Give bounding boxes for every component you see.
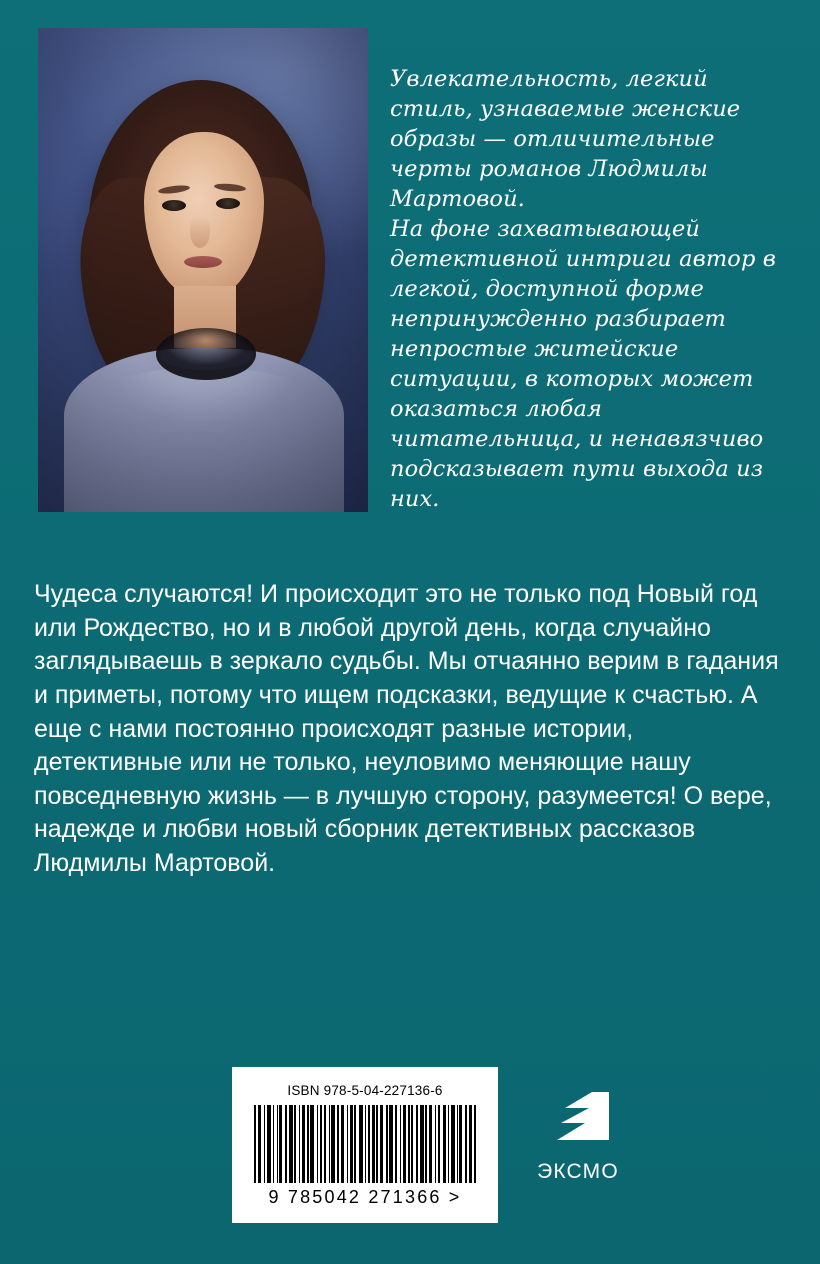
book-description	[34, 578, 786, 881]
portrait-vignette	[38, 28, 368, 512]
publisher-name: ЭКСМО	[537, 1160, 619, 1183]
isbn-label: ISBN 978-5-04-227136-6	[287, 1083, 443, 1098]
eksmo-bird-icon	[545, 1090, 611, 1152]
barcode-bars	[254, 1105, 476, 1183]
author-blurb-paragraph-2: На фоне захватывающей детективной интриги автор в легкой, доступной форме непринужденно разбирает непростые житейские ситуации, в которых может оказаться любая читательница, и ненавязчиво подсказывает пути выхода из них.	[390, 216, 776, 513]
publisher-logo-block	[520, 1090, 636, 1184]
book-description-text: Чудеса случаются! И происходит это не только под Новый год или Рождество, но и в любой другой день, когда случайно заглядываешь в зеркало судьбы. Мы отчаянно верим в гадания и приметы, потому что ищем подсказки, ведущие к счастью. А еще с нами постоянно происходят разные истории, детективные или не только, неуловимо меняющие нашу повседневную жизнь — в лучшую сторону, разумеется! О вере, надежде и любви новый сборник детективных рассказов Людмилы Мартовой.	[34, 580, 779, 877]
top-section	[38, 28, 784, 518]
author-blurb	[390, 64, 784, 514]
barcode-digits: 9 785042 271366 >	[268, 1187, 462, 1207]
barcode-block	[232, 1067, 498, 1223]
author-blurb-paragraph-1: Увлекательность, легкий стиль, узнаваемые женские образы — отличительные черты романов Людмилы Мартовой.	[390, 66, 741, 213]
author-portrait-photo	[38, 28, 368, 512]
